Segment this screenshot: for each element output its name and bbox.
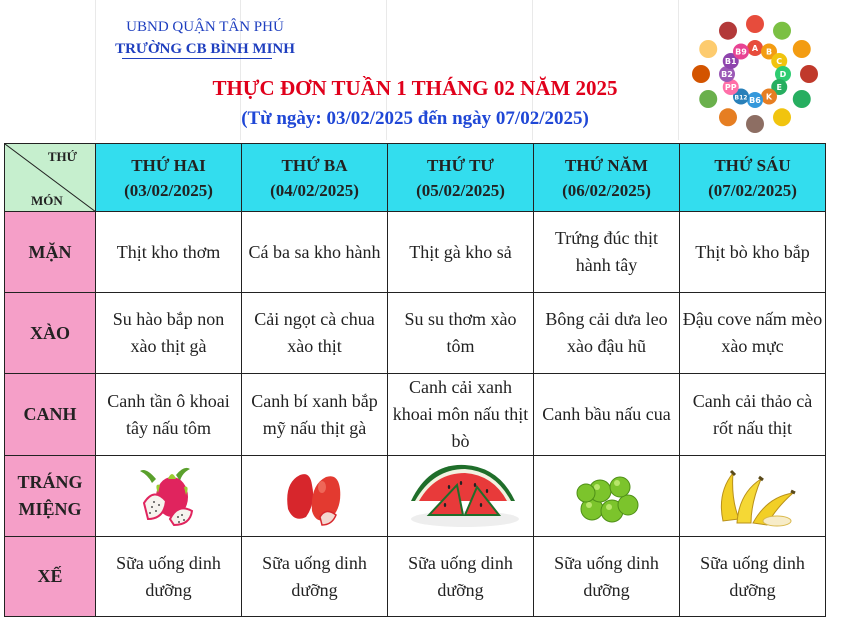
food-icon [746, 115, 764, 133]
vitamin-label: A [751, 44, 759, 53]
dessert-cell [534, 456, 680, 537]
day-date: (05/02/2025) [416, 180, 505, 200]
day-name: THỨ SÁU [714, 155, 791, 175]
day-date: (07/02/2025) [708, 180, 797, 200]
school-underline [122, 58, 272, 59]
menu-cell: Thịt gà kho sả [388, 212, 534, 293]
dragon-fruit-icon [124, 463, 214, 529]
vitamin-label: B6 [749, 96, 761, 105]
menu-cell: Su hào bắp non xào thịt gà [96, 293, 242, 374]
menu-table [4, 143, 826, 617]
school-name: TRƯỜNG CB BÌNH MINH [115, 41, 295, 57]
page-subtitle: (Từ ngày: 03/02/2025 đến ngày 07/02/2025) [241, 108, 589, 129]
menu-cell: Sữa uống dinh dưỡng [388, 537, 534, 617]
row-label: XÀO [5, 293, 96, 374]
vitamin-label: C [776, 57, 783, 66]
food-icon [746, 15, 764, 33]
day-date: (03/02/2025) [124, 180, 213, 200]
watermelon-icon [399, 461, 523, 531]
menu-cell: Trứng đúc thịt hành tây [534, 212, 680, 293]
food-icon [719, 22, 737, 40]
vitamin-label: D [779, 70, 787, 79]
menu-cell: Sữa uống dinh dưỡng [242, 537, 388, 617]
vitamin-label: B2 [721, 70, 733, 79]
table-row-canh [5, 374, 826, 456]
banana-icon [703, 463, 803, 529]
day-header-tue [242, 144, 388, 212]
menu-cell: Sữa uống dinh dưỡng [534, 537, 680, 617]
day-date: (04/02/2025) [270, 180, 359, 200]
table-row-trang-mieng [5, 456, 826, 537]
table-row-man [5, 212, 826, 293]
vitamin-label: PP [724, 83, 737, 92]
row-label: TRÁNG MIỆNG [5, 456, 96, 537]
row-label: MẶN [5, 212, 96, 293]
menu-cell: Canh cải thảo cà rốt nấu thịt [680, 374, 826, 456]
day-header-wed [388, 144, 534, 212]
corner-day-label: THỨ [47, 149, 77, 164]
menu-cell: Sữa uống dinh dưỡng [96, 537, 242, 617]
dessert-cell [242, 456, 388, 537]
table-row-xao [5, 293, 826, 374]
day-name: THỨ NĂM [565, 155, 648, 175]
day-name: THỨ BA [281, 155, 348, 175]
menu-cell: Canh tần ô khoai tây nấu tôm [96, 374, 242, 456]
org-name: UBND QUẬN TÂN PHÚ [126, 19, 284, 35]
vitamin-label: B12 [734, 94, 748, 102]
row-label: XẾ [5, 537, 96, 617]
food-icon [793, 90, 811, 108]
menu-cell: Cá ba sa kho hành [242, 212, 388, 293]
day-name: THỨ HAI [131, 155, 206, 175]
corner-dish-label: MÓN [31, 193, 63, 208]
vitamin-label: B [765, 47, 773, 57]
vitamin-label: K [765, 92, 773, 102]
menu-cell: Canh bí xanh bắp mỹ nấu thịt gà [242, 374, 388, 456]
menu-cell: Đậu cove nấm mèo xào mực [680, 293, 826, 374]
dessert-cell [388, 456, 534, 537]
sheet-gridline [95, 0, 96, 140]
menu-cell: Sữa uống dinh dưỡng [680, 537, 826, 617]
menu-cell: Canh bầu nấu cua [534, 374, 680, 456]
menu-cell: Canh cải xanh khoai môn nấu thịt bò [388, 374, 534, 456]
org-header [100, 16, 310, 60]
day-date: (06/02/2025) [562, 180, 651, 200]
vitamin-label: B1 [724, 57, 737, 66]
food-icon [699, 90, 717, 108]
row-label: CANH [5, 374, 96, 456]
jujube-icon [562, 463, 652, 529]
menu-cell: Cải ngọt cà chua xào thịt [242, 293, 388, 374]
table-row-xe [5, 537, 826, 617]
food-icon [692, 65, 710, 83]
food-icon [793, 40, 811, 58]
day-header-thu [534, 144, 680, 212]
menu-cell: Bông cải dưa leo xào đậu hũ [534, 293, 680, 374]
day-header-mon [96, 144, 242, 212]
dessert-cell [680, 456, 826, 537]
day-name: THỨ TƯ [427, 155, 494, 175]
day-header-fri [680, 144, 826, 212]
menu-cell: Thịt kho thơm [96, 212, 242, 293]
menu-cell: Thịt bò kho bắp [680, 212, 826, 293]
food-icon [699, 40, 717, 58]
table-header-row [5, 144, 826, 212]
menu-cell: Su su thơm xào tôm [388, 293, 534, 374]
rose-apple-icon [270, 463, 360, 529]
food-icon [773, 108, 791, 126]
food-icon [719, 108, 737, 126]
dessert-cell [96, 456, 242, 537]
food-icon [773, 22, 791, 40]
vitamins-food-circle-icon [680, 10, 830, 138]
page-title: THỰC ĐƠN TUẦN 1 THÁNG 02 NĂM 2025 [212, 76, 618, 100]
vitamin-label: B9 [735, 47, 747, 57]
food-icon [800, 65, 818, 83]
vitamin-label: E [776, 83, 782, 92]
corner-cell [5, 144, 96, 212]
